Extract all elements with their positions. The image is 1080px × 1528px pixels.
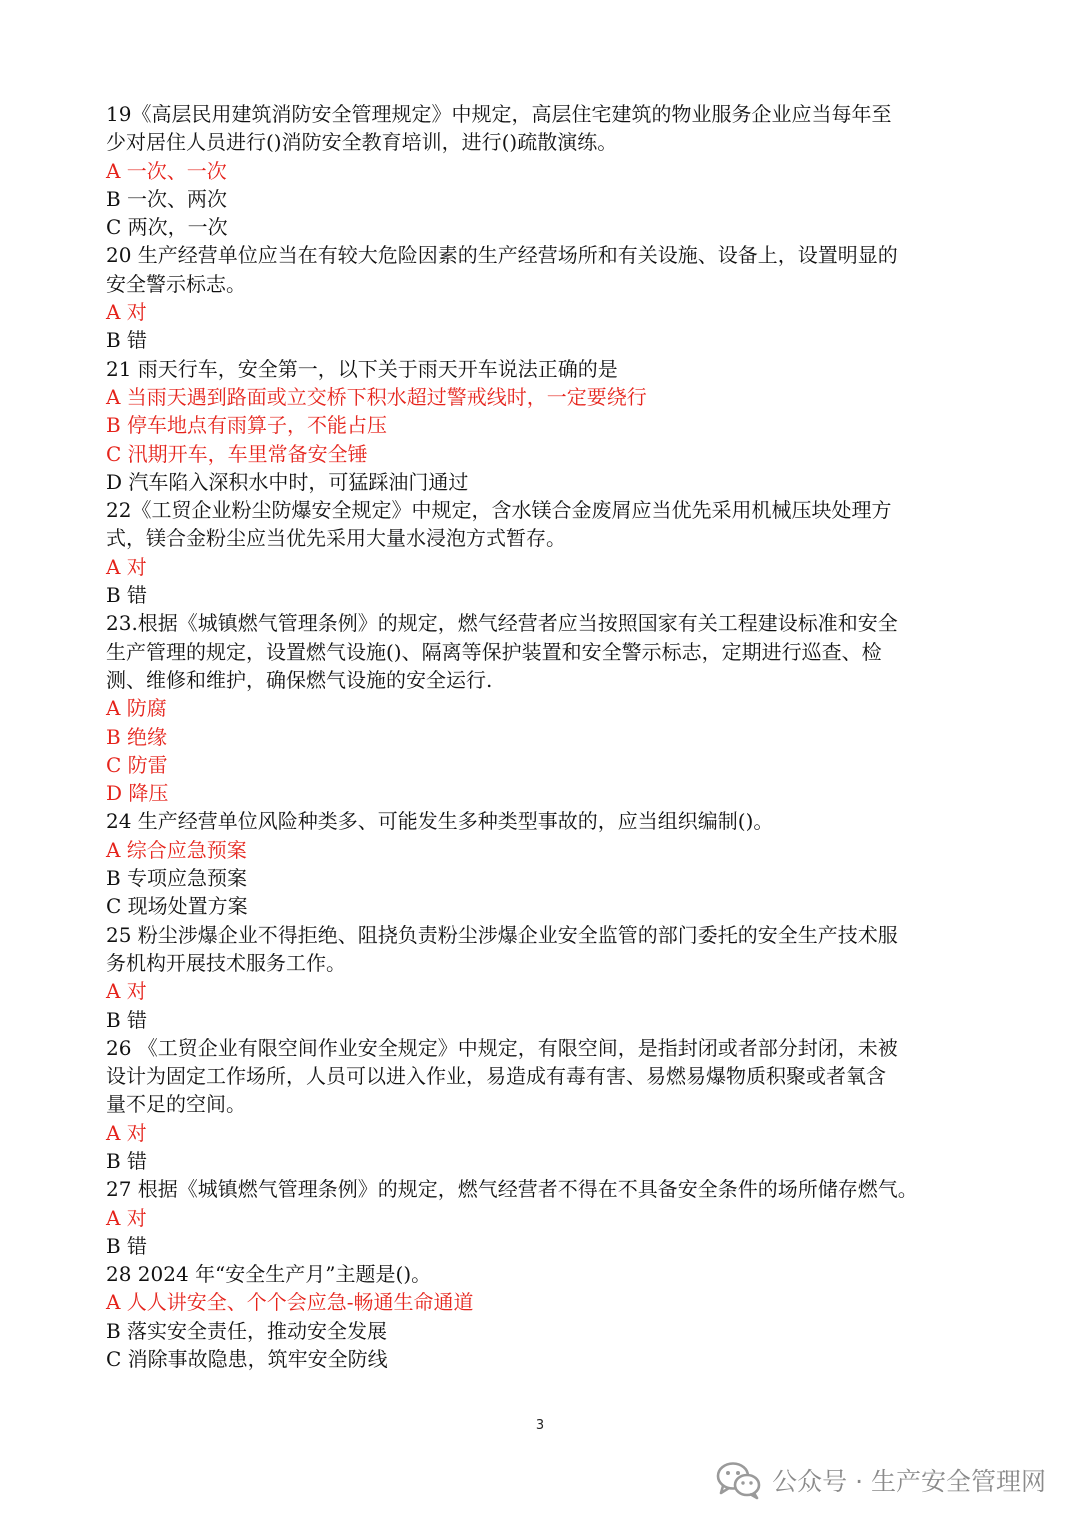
- page-number: 3: [535, 1418, 545, 1433]
- answer-option: C 消除事故隐患，筑牢安全防线: [106, 1347, 388, 1372]
- correct-answer-option: C 汛期开车，车里常备安全锤: [106, 441, 368, 466]
- correct-answer-option: D 降压: [106, 781, 169, 806]
- answer-option: B 错: [106, 583, 148, 608]
- correct-answer-option: A 综合应急预案: [106, 837, 247, 862]
- correct-answer-option: A 对: [106, 1120, 147, 1145]
- question-line: 少对居住人员进行()消防安全教育培训，进行()疏散演练。: [106, 130, 618, 155]
- watermark-text: 公众号 · 生产安全管理网: [772, 1467, 1046, 1496]
- question-line: 设计为固定工作场所，人员可以进入作业，易造成有毒有害、易燃易爆物质积聚或者氧含: [106, 1064, 886, 1089]
- answer-option: C 两次，一次: [106, 215, 228, 240]
- correct-answer-option: A 当雨天遇到路面或立交桥下积水超过警戒线时，一定要绕行: [106, 384, 647, 409]
- document-body: [106, 100, 976, 1373]
- question-line: 20 生产经营单位应当在有较大危险因素的生产经营场所和有关设施、设备上，设置明显的: [106, 243, 898, 268]
- question-line: 21 雨天行车，安全第一，以下关于雨天开车说法正确的是: [106, 356, 618, 381]
- question-line: 28 2024 年“安全生产月”主题是()。: [106, 1262, 432, 1287]
- question-line: 安全警示标志。: [106, 271, 246, 296]
- correct-answer-option: B 停车地点有雨算子，不能占压: [106, 413, 388, 438]
- correct-answer-option: A 防腐: [106, 696, 167, 721]
- answer-option: D 汽车陷入深积水中时，可猛踩油门通过: [106, 469, 469, 494]
- answer-option: B 一次、两次: [106, 186, 228, 211]
- answer-option: C 现场处置方案: [106, 894, 248, 919]
- answer-option: B 错: [106, 1007, 148, 1032]
- question-line: 生产管理的规定，设置燃气设施()、隔离等保护装置和安全警示标志，定期进行巡查、检: [106, 639, 882, 664]
- question-line: 25 粉尘涉爆企业不得拒绝、阻挠负责粉尘涉爆企业安全监管的部门委托的安全生产技术服: [106, 922, 898, 947]
- answer-option: B 专项应急预案: [106, 866, 248, 891]
- correct-answer-option: A 人人讲安全、个个会应急-畅通生命通道: [106, 1290, 474, 1315]
- question-line: 24 生产经营单位风险种类多、可能发生多种类型事故的，应当组织编制()。: [106, 809, 774, 834]
- correct-answer-option: A 对: [106, 554, 147, 579]
- question-line: 22《工贸企业粉尘防爆安全规定》中规定，含水镁合金废屑应当优先采用机械压块处理方: [106, 498, 892, 523]
- question-line: 量不足的空间。: [106, 1092, 246, 1117]
- question-line: 式，镁合金粉尘应当优先采用大量水浸泡方式暂存。: [106, 526, 566, 551]
- correct-answer-option: A 一次、一次: [106, 158, 227, 183]
- question-line: 19《高层民用建筑消防安全管理规定》中规定，高层住宅建筑的物业服务企业应当每年至: [106, 102, 892, 126]
- watermark: [716, 1456, 1046, 1504]
- correct-answer-option: C 防雷: [106, 752, 168, 777]
- correct-answer-option: A 对: [106, 1205, 147, 1230]
- correct-answer-option: A 对: [106, 979, 147, 1004]
- answer-option: B 错: [106, 1233, 148, 1258]
- question-line: 务机构开展技术服务工作。: [106, 950, 346, 975]
- answer-option: B 错: [106, 328, 148, 353]
- correct-answer-option: A 对: [106, 300, 147, 325]
- question-line: 23.根据《城镇燃气管理条例》的规定，燃气经营者应当按照国家有关工程建设标准和安全: [106, 611, 898, 636]
- answer-option: B 落实安全责任，推动安全发展: [106, 1318, 388, 1343]
- question-line: 27 根据《城镇燃气管理条例》的规定，燃气经营者不得在不具备安全条件的场所储存燃气。: [106, 1177, 918, 1202]
- question-line: 测、维修和维护，确保燃气设施的安全运行.: [106, 667, 493, 692]
- question-line: 26 《工贸企业有限空间作业安全规定》中规定，有限空间，是指封闭或者部分封闭，未被: [106, 1035, 898, 1060]
- correct-answer-option: B 绝缘: [106, 724, 168, 749]
- answer-option: B 错: [106, 1148, 148, 1173]
- wechat-icon: [716, 1460, 762, 1500]
